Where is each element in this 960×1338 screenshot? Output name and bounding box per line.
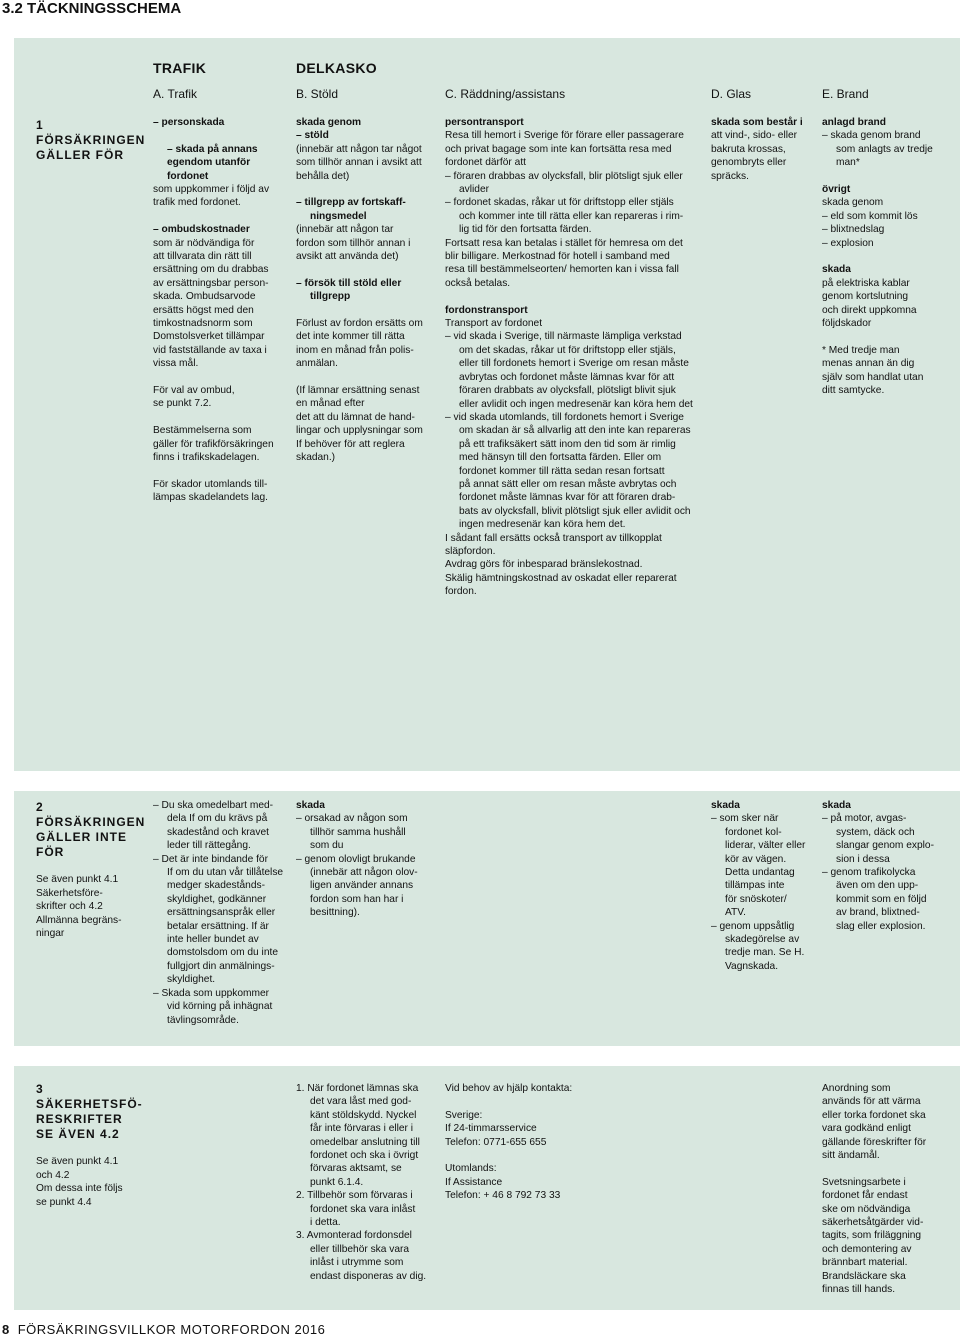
page-title: 3.2 TÄCKNINGSSCHEMA: [2, 0, 182, 17]
page-number: 8: [2, 1322, 10, 1337]
header-col-a: A. Trafik: [153, 87, 198, 101]
header-col-b: B. Stöld: [296, 87, 339, 101]
section-2-col-b: skada – orsakad av någon som tillhör samma hushåll som du – genom olovligt brukande (innebär att någon olov- ligen använder annans fordon som han har i besittning).: [296, 800, 418, 919]
section-1-col-c: persontransport Resa till hemort i Sverige för förare eller passagerare och privat bagage som inte kan fortsätta resa med fordonet därför att – föraren drabbas av olycksfall, blir plötsligt sjuk eller avlider – fordonet skadas, råkar ut för driftstopp eller stjäls och kommer inte till rätta eller kan repareras i rim- lig tid för den fortsatta färden. Fortsatt resa kan betalas i stället för hemresa om det blir billigare. Merkostnad för hotell i samband med resa till bestämmelseorten/ hemorten kan i vissa fall också betalas. fordonstransport Transport av fordonet – vid skada i Sverige, till närmaste lämpliga verkstad om det skadas, råkar ut för driftstopp eller stjäls, eller till fordonets hemort i Sverige om resan måste avbrytas och fordonet måste lämnas kvar för att föraren drabbats av olycksfall, plötsligt blivit sjuk eller avlidit och ingen medresenär kan köra hem det – vid skada utomlands, till fordonets hemort i Sverige om skadan är så allvarlig att den inte kan repareras på ett trafiksäkert sätt inom den tid som är rimlig med hänsyn till den fortsatta färden. Eller om fordonet kommer till rätta sedan resan fortsatt på annat sätt eller om resan måste avbrytas och fordonet måste lämnas kvar för att föraren drab- bats av olycksfall, blivit plötsligt sjuk eller avlidit och ingen medresenär kan köra hem det. I sådant fall ersätts också transport av tillkopplat släpfordon. Avdrag görs för inbesparad bränslekostnad. Skälig hämtningskostnad av oskadat eller reparerat fordon.: [445, 117, 693, 598]
section-2-label: 2 FÖRSÄKRINGEN GÄLLER INTE FÖR Se även punkt 4.1 Säkerhetsföre- skrifter och 4.2 Allmänna begräns- ningar: [36, 800, 146, 940]
section-3-label: 3 SÄKERHETSFÖ- RESKRIFTER SE ÄVEN 4.2 Se även punkt 4.1 och 4.2 Om dessa inte följs se punkt 4.4: [36, 1082, 143, 1208]
section-1-col-b: skada genom – stöld (innebär att någon tar något som tillhör annan i avsikt att behålla det) – tillgrepp av fortskaff- ningsmedel (innebär att någon tar fordon som tillhör annan i avsikt att använda det) – försök till stöld eller tillgrepp Förlust av fordon ersätts om det inte kommer till rätta inom en månad från polis- anmälan. (If lämnar ersättning senast en månad efter det att du lämnat de hand- lingar och upplysningar som If behöver för att reglera skadan.): [296, 117, 423, 464]
page-footer: [2, 1322, 325, 1337]
section-2-col-a: – Du ska omedelbart med- dela If om du krävs på skadestånd och kravet leder till rättegång. – Det är inte bindande för If om du utan vår tillåtelse medger skadestånds- skyldighet, godkänner ersättningsanspråk eller betalar ersättning. If är inte heller bundet av domstolsdom om du inte fullgjort din anmälnings- skyldighet. – Skada som uppkommer vid körning på inhägnat tävlingsområde.: [153, 800, 284, 1026]
footer-title: FÖRSÄKRINGSVILLKOR MOTORFORDON 2016: [17, 1322, 326, 1337]
header-col-e: E. Brand: [822, 87, 869, 101]
section-1-col-a: – personskada – skada på annans egendom utanför fordonet som uppkommer i följd av trafik med fordonet. – ombudskostnader som är nödvändiga för att tillvarata din rätt till ersättning om du drabbas av ersättningsbar person- skada. Ombudsarvode ersätts högst med den timkostnadsnorm som Domstolsverket tillämpar vid fastställande av taxa i vissa mål. För val av ombud, se punkt 7.2. Bestämmelserna som gäller för trafikförsäkringen finns i trafikskadelagen. För skador utomlands till- lämpas skadelandets lag.: [153, 117, 274, 504]
section-3-col-b: 1. När fordonet lämnas ska det vara låst med god- känt stöldskydd. Nyckel får inte förvaras i eller i omedelbar anslutning till fordonet och ska i övrigt förvaras aktsamt, se punkt 6.1.4. 2. Tillbehör som förvaras i fordonet ska vara inlåst i detta. 3. Avmonterad fordonsdel eller tillbehör ska vara inlåst i utrymme som endast disponeras av dig.: [296, 1083, 427, 1282]
header-col-c: C. Räddning/assistans: [445, 87, 566, 101]
header-trafik: TRAFIK: [153, 60, 207, 76]
section-1-col-e: anlagd brand – skada genom brand som anlagts av tredje man* övrigt skada genom – eld som kommit lös – blixtnedslag – explosion skada på elektriska kablar genom kortslutning och direkt uppkomna följdskador * Med tredje man menas annan än dig själv som handlat utan ditt samtycke.: [822, 117, 933, 397]
section-1-col-d: skada som består i att vind-, sido- eller bakruta krossas, genombryts eller spräcks.: [711, 117, 803, 182]
header-col-d: D. Glas: [711, 87, 752, 101]
section-3-col-c: Vid behov av hjälp kontakta: Sverige: If 24-timmarsservice Telefon: 0771-655 655 Utomlands: If Assistance Telefon: + 46 8 792 73 33: [445, 1083, 573, 1202]
section-3-col-e: Anordning som används för att värma eller torka fordonet ska vara godkänd enligt gällande föreskrifter för sitt ändamål. Svetsningsarbete i fordonet får endast ske om nödvändiga säkerhetsåtgärder vid- tagits, som friläggning och demontering av brännbart material. Brandsläckare ska finnas till hands.: [822, 1083, 927, 1296]
section-1-label: 1 FÖRSÄKRINGEN GÄLLER FÖR: [36, 118, 146, 162]
section-2-col-e: skada – på motor, avgas- system, däck och slangar genom explo- sion i dessa – genom trafikolycka även om den upp- kommit som en följd av brand, blixtned- slag eller explosion.: [822, 800, 934, 932]
section-2-col-d: skada – som sker när fordonet kol- liderar, välter eller kör av vägen. Detta undantag tillämpas inte för snöskoter/ ATV. – genom uppsåtlig skadegörelse av tredje man. Se H. Vagnskada.: [711, 800, 806, 972]
header-delkasko: DELKASKO: [296, 60, 377, 76]
